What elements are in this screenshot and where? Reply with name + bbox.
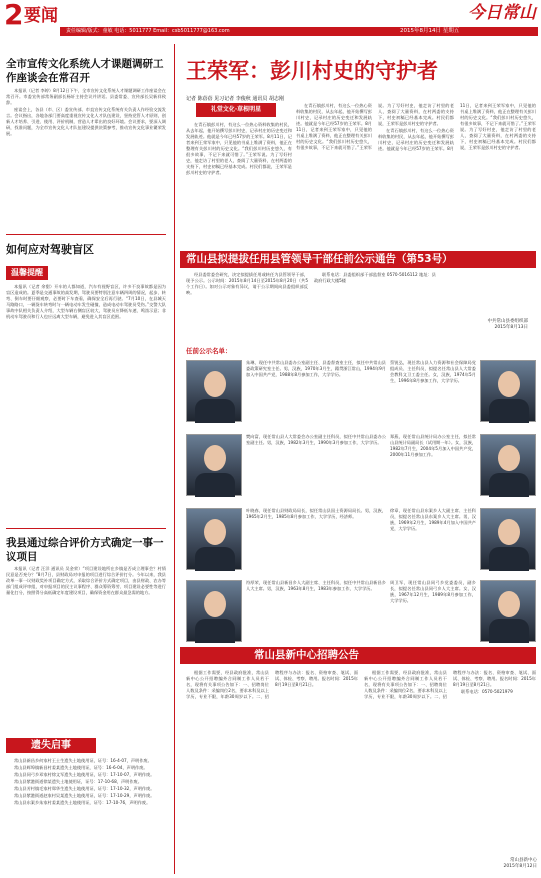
feature-title: 王荣军：彭川村史的守护者: [186, 59, 438, 83]
feature-paragraph: 在青石镇彭川村，有这么一位热心资料收集的村民，从去年起，他开始撰写彭川村史，记录村庄的历史变迁和发展轨迹。他就是今年已经57岁的王荣军。8月11日，记者来到王荣军家中，只见他的书桌上堆满了资料，他正在整理有关彭川村的历史文化。“我们彭川村历史悠久，有很多故事，不记下来就可惜了。”王荣军说。为了写好村史，他走访了村里的老人，查阅了大量资料，在村两委的支持下，村史初稿已经基本完成。村民们都说，王荣军是彭川村史的守护者。: [296, 103, 454, 150]
candidate-entry: 徐章，现任常山县东案乡人大副主席、主任科员，拟提名任常山县东案乡人大主席。男，汉族，1969年2月生，1989年4月加入中国共产党，大学学历。: [390, 508, 476, 531]
notice-signature-date: 2015年8月13日: [494, 325, 528, 330]
notice-signature: [440, 319, 528, 331]
recruit-contact: 联系电话：0570-5021979: [461, 689, 513, 694]
candidate-entry: 符厚荣，现任常山县新昌乡人大副主席、主任科员，拟任中共常山县新昌乡人大主席。男，汉族，1963年8月生，1983年参加工作，大学学历。: [246, 580, 386, 591]
recruit-columns: [186, 670, 536, 856]
candidate-photo: [186, 580, 242, 642]
candidate-photo: [480, 580, 536, 642]
lost-notice-item: 常山县芳村镇毛家村郑华生遗失土地使用证，证号：17-10-32，声明作废。: [14, 786, 155, 791]
recruit-body: [186, 670, 536, 856]
lost-notice-item: 常山县东案乡朱家村姜某遗失土地使用证，证号：17-10-76，声明作废。: [14, 800, 151, 805]
column-divider: [174, 44, 175, 874]
candidate-photo: [480, 434, 536, 496]
recruit-paragraph: 根据工作需要，经县政府批准，常山县新中心公开招聘编外合同制工作人员若干名，现将有关事项公告如下：一、招聘岗位人数及条件：采编岗位2名，要求本科及以上学历，专业不限，年龄30周岁以下。二、招聘程序与办法：报名、资格审查、笔试、面试、体检、考察、聘用。报名时间：2015年8月19日至8月21日。: [364, 670, 536, 699]
feature-body-col1: [186, 122, 292, 246]
lost-notice-list: [6, 758, 166, 874]
editor-line: 责任编辑/版式：童敏 电话：5011777 Email：csb5011777@163.com: [66, 28, 230, 34]
candidate-entry: 樊向富，现任常山县人大常委会办公室副主任科员，拟任中共常山县委办公室副主任。男，汉族，1982年3月生，1990年3月参加工作，大学学历。: [246, 434, 386, 445]
article-divider: [6, 234, 166, 235]
candidate-entry: 蔡锐弘，现任常山县人力资源和社会保障局党组成员、主任科员，拟提名任常山县人大常委会教科文卫工委主任。女，汉族，1974年5月生，1996年8月参加工作，大学学历。: [390, 360, 476, 383]
paper-logo: 今日常山: [468, 3, 536, 23]
recruit-signature-date: 2015年8月12日: [503, 864, 537, 869]
notice-contact: 联系电话：县委组织部干部监督室 0570-5016112 地址：县政府行政大楼5楼: [314, 272, 436, 283]
candidate-photo: [186, 360, 242, 422]
feature-body-cols: [296, 103, 536, 247]
article-title-blindspot: 如何应对驾驶盲区: [6, 243, 94, 256]
recruit-title: 常山县新中心招聘公告: [254, 649, 359, 661]
article-title-evaluation: 我县通过综合评价方式确定一事一议项目: [6, 537, 164, 563]
notice-signature-org: 中共常山县委组织部: [487, 319, 528, 324]
issue-date: 2015年8月14日 星期五: [400, 28, 460, 34]
article-divider: [6, 528, 166, 529]
lost-notice-title: 遗失启事: [6, 738, 96, 753]
article-lead: 本报讯（记者 李婷）8月12日下午，全市宣传文化系统人才课题调研工作座谈会在常召开。市委宣传部常务副部长杨轩主持会议并讲话。县委常委、宣传部长吴新祥致辞。: [6, 88, 166, 105]
tip-ribbon: 温馨提醒: [6, 266, 48, 280]
notice-intro-text: 经县委常委会研究，决定拟提拔任用或转任为县管领导干部，现予公示。公示时间：2015年8月14日至2015年8月20日（共5个工作日）。如对公示对象有异议，请于公示期间向县委组织部反映。: [186, 272, 308, 295]
article-title-talent: 全市宣传文化系统人才课题调研工作座谈会在常召开: [6, 58, 164, 84]
article-body-blindspot: [6, 284, 166, 524]
lost-notice-item: 常山县辉埠镇新昌村姜某遗失土地使用证，证号：16-6-04，声明作废。: [14, 765, 148, 770]
candidate-entry: 郑燕，现任常山县统计局办公室主任，拟任常山县统计局副局长（试用期一年）。女，汉族，1982年7月生，2004年5月加入中国共产党，2000年11月参加工作。: [390, 434, 476, 457]
candidate-photo: [480, 360, 536, 422]
article-body-evaluation: [6, 566, 166, 726]
feature-paragraph: 在青石镇彭川村，有这么一位热心资料收集的村民，从去年起，他开始撰写彭川村史，记录村庄的历史变迁和发展轨迹。他就是今年已经57岁的王荣军。8月11日，记者来到王荣军家中，只见他的书桌上堆满了资料，他正在整理有关彭川村的历史文化。“我们彭川村历史悠久，有很多故事，不记下来就可惜了。”王荣军说。为了写好村史，他走访了村里的老人，查阅了大量资料，在村两委的支持下，村史初稿已经基本完成。村民们都说，王荣军是彭川村史的守护者。: [378, 103, 536, 151]
article-paragraph: 本报讯（记者 汪洋 通讯员 吴金荣）“项目建设地所在乡镇是否成立理事会？村情民意是否充分？”8月7日，县财政局对申报的项目进行综合评价打分。今年以来，我县改革一事一议财政奖补项目确定方式，采取综合评价方式确定项目，由县财政、农办等部门组成评审组，对申报项目的民主议事程序、群众筹资筹劳、项目建设必要性等进行量化打分，按照得分高低确定年度建设项目，确保资金用在群众最急需的地方。: [6, 566, 166, 595]
candidate-photo: [186, 508, 242, 570]
article-paragraph: 座谈会上，各县（市、区）委宣传部、市直宣传文化系统有关负责人作经验交流发言。会议指出，各地各部门要高度重视宣传文化人才队伍建设，坚持党管人才原则，创新人才培养、引进、使用、评价机制，营造人才辈出的良好环境。会议要求，要深入调研，找准问题，为全市宣传文化人才队伍建设提供决策参考，推动宣传文化事业繁荣发展。: [6, 107, 166, 136]
article-body-talent: [6, 88, 166, 228]
recruit-signature-org: 常山县新中心: [510, 858, 537, 863]
section-title: 要闻: [24, 6, 58, 26]
candidate-entry: 叶晓春，现任常山县财政局局长，拟任常山县国土资源局局长。男，汉族，1965年2月生，1985年8月参加工作，大学学历，经济师。: [246, 508, 386, 519]
feature-column-tag: 礼堂文化·草根明星: [196, 103, 276, 117]
candidate-photo: [186, 434, 242, 496]
notice-intro: [186, 272, 436, 342]
lost-notice-item: 常山县紫港街道徐某遗失土地使用证，证号：17-10-68，声明作废。: [14, 779, 142, 784]
page-number: 2: [4, 0, 24, 31]
lost-notice-item: 常山县同弓乡邓家村徐文军遗失土地使用证，证号：17-10-07，声明作废。: [14, 772, 155, 777]
feature-columns: [296, 103, 536, 247]
notice-list-heading: 任前公示名单：: [186, 347, 232, 355]
candidate-photo: [480, 508, 536, 570]
recruit-signature: [455, 858, 537, 870]
lost-notice-item: 常山县紫港街道赵家村吴某遗失土地使用证，证号：17-10-29，声明作废。: [14, 793, 155, 798]
lost-notice-item: 常山县新昌乡何家村王土生遗失土地使用证，证号：16-4-07，声明作废。: [14, 758, 152, 763]
feature-paragraph: 在青石镇彭川村，有这么一位热心资料收集的村民，从去年起，他开始撰写彭川村史，记录村庄的历史变迁和发展轨迹。他就是今年已经57岁的王荣军。8月11日，记者来到王荣军家中，只见他的书桌上堆满了资料，他正在整理有关彭川村的历史文化。“我们彭川村历史悠久，有很多故事，不记下来就可惜了。”王荣军说。为了写好村史，他走访了村里的老人，查阅了大量资料，在村两委的支持下，村史初稿已经基本完成。村民们都说，王荣军是彭川村史的守护者。: [186, 122, 292, 175]
notice-title: 常山县拟提拔任用县管领导干部任前公示通告（第53号）: [186, 253, 453, 265]
candidate-entry: 朱琳，现任中共常山县委办公室副主任、县委督查室主任，拟任中共常山县委政策研究室主任。男，汉族，1970年3月生，籍贯浙江常山，1994年9月加入中国共产党，1988年8月参加工作，大学学历。: [246, 360, 386, 377]
recruit-paragraph: 根据工作需要，经县政府批准，常山县新中心公开招聘编外合同制工作人员若干名，现将有关事项公告如下：一、招聘岗位人数及条件：采编岗位2名，要求本科及以上学历，专业不限，年龄30周岁以下。二、招聘程序与办法：报名、资格审查、笔试、面试、体检、考察、聘用。报名时间：2015年8月19日至8月21日。: [186, 670, 358, 699]
feature-reporters: 记者 陈蓓蓓 见习记者 李俊秋 通讯员 胡志刚: [186, 96, 284, 102]
article-paragraph: 本报讯（记者 余甜）开车的人都知道，汽车有视野盲区，许多不良事故都是因为盲区造成的。夏季是交通事故的高发期，驾驶员要特别注意车辆四周的情况，起步、转弯、倒车时要仔细观察，必要时下车查看，确保安全后再行驶。“7月10日，在县城天马路路口，一辆货车转弯时与一辆电动车发生碰撞，造成电动车驾驶员受伤。”交警大队事故中队相关负责人介绍，大型车辆右侧盲区较大，驾驶员应降低车速、鸣笛示意；非机动车驾驶员和行人也应远离大型车辆，避免进入其盲区范围。: [6, 284, 166, 319]
candidate-entry: 周卫军，现任常山县同弓乡党委委员，副乡长，拟提名任常山县同弓乡人大主席。女，汉族，1967年12月生，1989年8月参加工作，大学学历。: [390, 580, 476, 603]
